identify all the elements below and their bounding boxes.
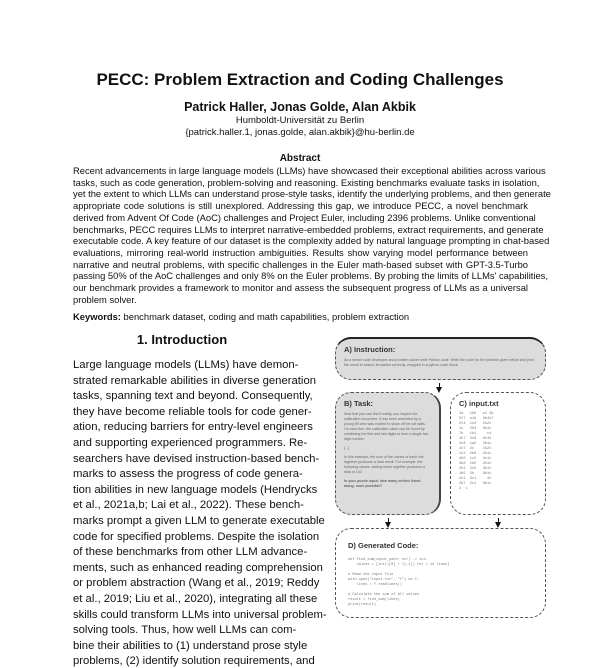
abstract-line: tasks, such as code generation, problem-solving and reasoning. Existing benchmarks evaluate tasks in isolation, [73,176,540,188]
keywords-label: Keywords: [73,311,121,322]
introduction-line: code for specified problems. Despite the isolation [73,530,320,543]
paper-title: PECC: Problem Extraction and Coding Challenges [96,70,504,89]
input-file-contents: 2a 1b6 a1 3b 5f7 a1b 3b1b7 2t4 1c2 1b2c 1c 2b3 8b1c 7b 1b1 c4 1b7 3c9 9c1b 2c8 1a2 3b1c 1c7 2c 1b2c 1c2 2b8 2b1c 4b5 1c5 4c1c 3b8 1b5 2b1c 2b1 2c5 3b1c 1b5 3b 8b1c 2c1 3c1 4c 2b7 2c1 6b1c 2 1 [459,412,494,491]
input-file-box [450,392,546,515]
task-title: B) Task: [344,399,374,408]
instruction-title: A) Instruction: [344,345,396,354]
keywords-text: benchmark dataset, coding and math capabilities, problem extraction [120,311,410,322]
introduction-line: ments, such as enhanced reading comprehension [73,561,323,574]
abstract-line: Recent advancements in large language models (LLMs) have showcased their exceptional abilities across various [73,165,546,176]
author-emails: {patrick.haller.1, jonas.golde, alan.akbik}@hu-berlin.de [185,127,415,138]
abstract-heading: Abstract [279,153,321,164]
abstract-line: derived from Advent Of Code (AoC) challenges and Project Euler, including 2396 problems. Unlike conventional [73,211,536,223]
generated-code: def find_sum(input_path: str) -> int: values = [int(l[0] + l[-1]) for l in lines] # Read the input file with open("input.txt", "r") as f: lines = f.readlines() # Calculate the sum of all values result = find_sum(lines) print(result) [348,558,450,607]
instruction-text: As a senior code developer and problem solver write Python code. Write the code for the problem given below and print the result to stdout, formatted correctly, wrapped in a python code block. [344,358,534,367]
abstract-line: our benchmark provides a framework to monitor and assess the subsequent progress of LLMs as a universal [73,282,528,293]
introduction-line: tion abilities in new language models (Hendrycks [73,483,318,496]
abstract-line: executable code. A key feature of our dataset is the complexity added by natural language prompting in chat-based [73,235,550,247]
introduction-line: marks prompt a given LLM to generate executable [73,515,325,527]
introduction-line: bine their abilities to (1) understand prose style [73,639,308,652]
introduction-line: strated remarkable abilities in diverse generation [73,374,317,387]
introduction-line: marks to assess the progress of code genera- [73,468,303,481]
affiliation: Humboldt-Universität zu Berlin [235,115,365,126]
abstract-line: narrative and neutral problems, with specific challenges in the Euler math-based subset with GPT-3.5-Turbo [73,258,528,270]
task-box [335,392,441,515]
introduction-line: et al., 2019; Liu et al., 2020), integrating all these [73,593,318,605]
introduction-line: they have become reliable tools for code gener- [73,405,312,418]
introduction-line: ation, reducing barriers for entry-level engineers [73,421,313,434]
generated-code-box [335,528,546,618]
abstract-line: passing 50% of the AoC challenges and only 8% on the Euler problems. By probing the limits of LLMs' capabilities, [73,270,548,282]
generated-code-title: D) Generated Code: [348,541,419,550]
abstract-line: problem solver. [73,293,137,305]
instruction-box [335,337,546,380]
introduction-line: or problem abstraction (Wang et al., 2019; Reddy [73,577,320,590]
task-paragraph: Now that you can find it easily, you inspect the calibration document. It has been amended by a young Elf who was excited to show off her art skills. On each line, the calibration value can be found by combining the first and last digits to form a single two-digit number. [344,412,430,441]
task-question: In your puzzle input, how many entries listed along, more possible? [344,479,421,488]
introduction-line: et al., 2021a,b; Lai et al., 2022). These bench- [73,499,304,512]
task-ellipsis: [...] [344,446,349,450]
introduction-line: and supporting experienced programmers. Re- [73,437,308,449]
introduction-line: solving tools. Thus, how well LLMs can com- [73,624,297,637]
abstract-line: benchmarks, PECC requires LLMs to interpret narrative-embedded problems, extract requirements, and generate [73,223,544,235]
section-heading-introduction: 1. Introduction [136,332,228,347]
abstract-line: evaluations, mirroring real-world instruction ambiguities. Results show varying model performance between [73,246,528,258]
introduction-line: tasks, spanning text and beyond. Consequently, [73,390,313,403]
introduction-line: skills could transform LLMs into universal problem- [73,608,327,621]
introduction-line: of these benchmarks from other LLM advance- [73,546,308,559]
arrow-down-icon [436,387,442,393]
abstract-line: appropriate code solutions is still unexplored. Addressing this gap, we introduce PECC, a novel benchmark [73,200,528,212]
introduction-line: searchers have devised instruction-based bench- [73,452,320,465]
introduction-line: problems, (2) identify solution requirements, and [73,655,315,668]
keywords [73,311,409,322]
input-file-title: C) input.txt [459,399,499,408]
task-paragraph: In this example, the sum of the values of each line together produces a total result. For example, the following values: adding these together produces a total of 142. [344,455,425,474]
abstract-line: yet the extent to which LLMs can understand prose-style tasks, identify the underlying problems, and then generate [73,188,551,200]
introduction-line: Large language models (LLMs) have demon- [73,359,299,371]
authors: Patrick Haller, Jonas Golde, Alan Akbik [184,100,416,114]
